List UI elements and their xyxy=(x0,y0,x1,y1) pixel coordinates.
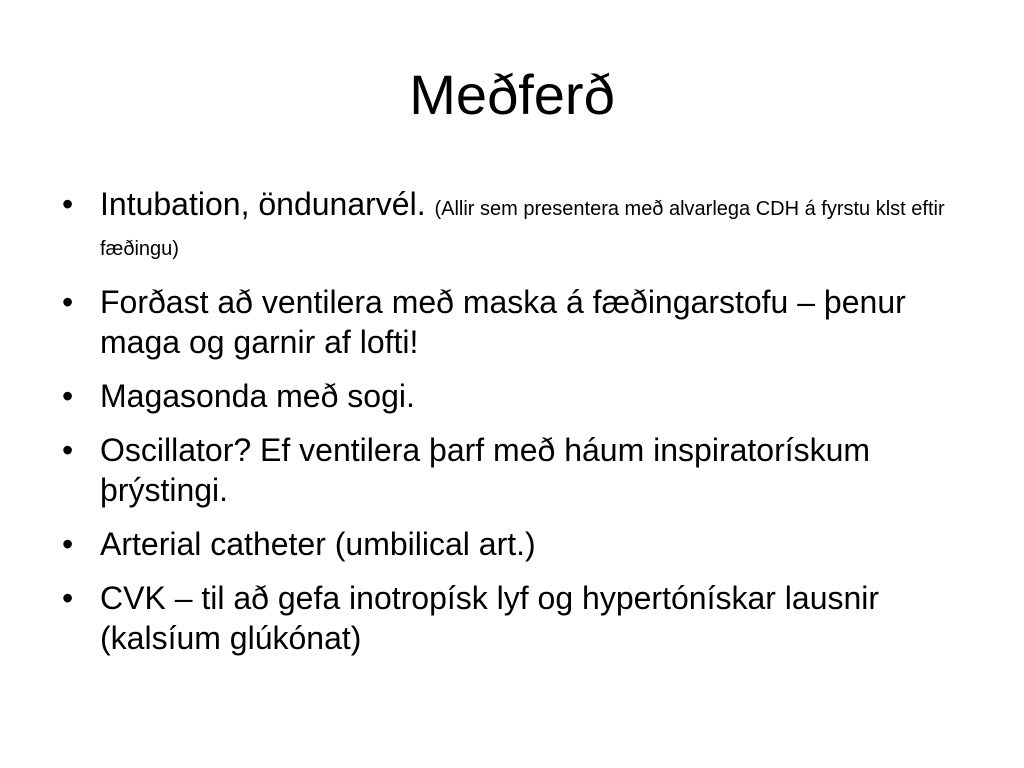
bullet-text: Magasonda með sogi. xyxy=(100,378,415,414)
bullet-text: Forðast að ventilera með maska á fæðingarstofu – þenur maga og garnir af lofti! xyxy=(100,284,906,360)
bullet-icon: • xyxy=(62,526,74,562)
bullet-icon: • xyxy=(62,186,74,222)
bullet-text: Intubation, öndunarvél. xyxy=(100,186,435,222)
slide-title: Meðferð xyxy=(409,63,615,126)
bullet-note: (Allir sem presentera með alvarlega CDH á fyrstu klst eftir fæðingu) xyxy=(100,198,945,260)
bullet-text: Oscillator? Ef ventilera þarf með háum inspiratorískum þrýstingi. xyxy=(100,432,871,508)
bullet-icon: • xyxy=(62,284,74,320)
bullet-text: Arterial catheter (umbilical art.) xyxy=(100,526,536,562)
bullet-icon: • xyxy=(62,432,74,468)
bullet-item-mask-ventilation xyxy=(62,282,982,362)
bullet-item-cvk xyxy=(62,578,982,658)
bullet-icon: • xyxy=(62,378,74,414)
bullet-list xyxy=(62,184,982,672)
bullet-item-gastric-tube xyxy=(62,376,982,416)
bullet-icon: • xyxy=(62,580,74,616)
bullet-item-arterial-catheter xyxy=(62,524,982,564)
bullet-item-oscillator xyxy=(62,430,982,510)
bullet-text: CVK – til að gefa inotropísk lyf og hypertónískar lausnir (kalsíum glúkónat) xyxy=(100,580,880,656)
bullet-item-intubation xyxy=(62,184,982,264)
